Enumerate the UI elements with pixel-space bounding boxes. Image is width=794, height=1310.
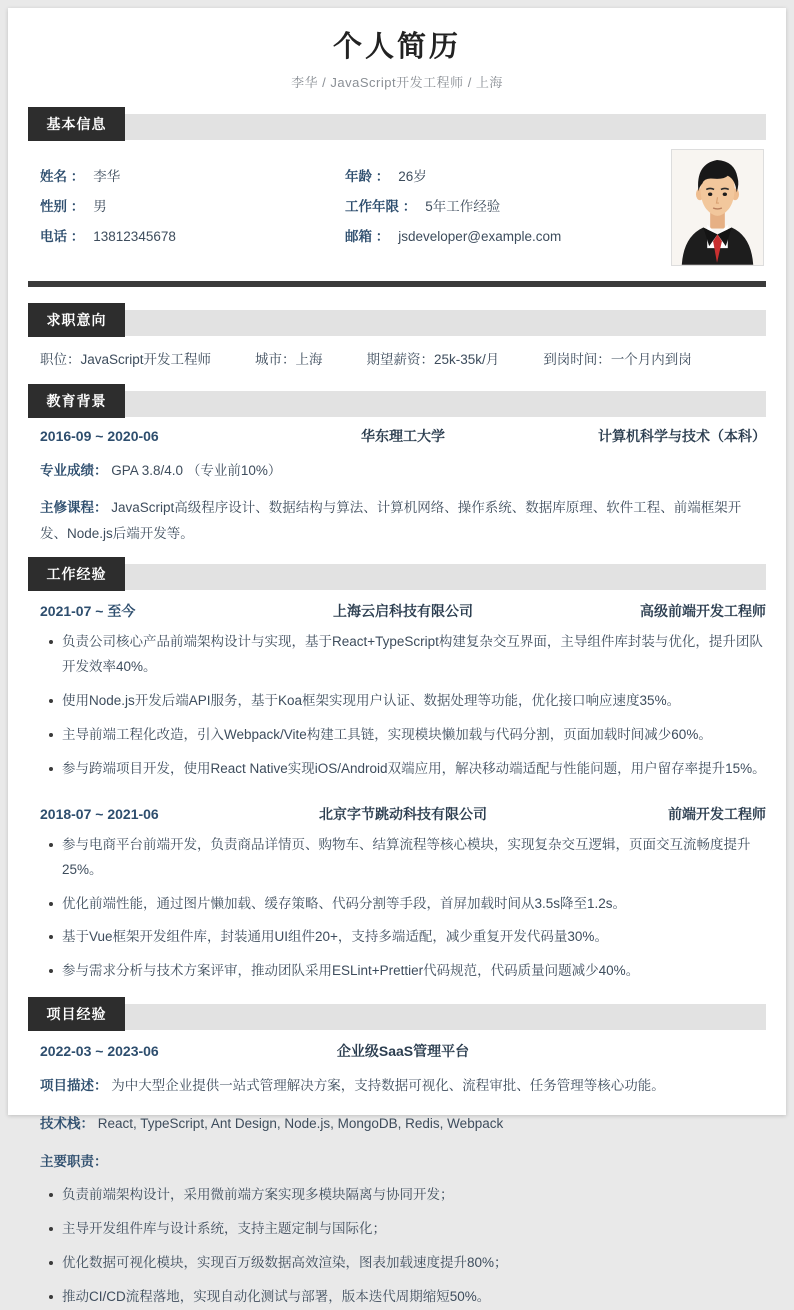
resume-page <box>8 8 786 1305</box>
job-company: 上海云启科技有限公司 <box>333 602 473 619</box>
field-age <box>345 167 675 187</box>
education-courses-label: 主修课程： <box>40 500 108 516</box>
project-duty: 优化数据可视化模块，实现百万级数据高效渲染，图表加载速度提升80%； <box>28 1251 766 1276</box>
project-duty: 推动CI/CD流程落地，实现自动化测试与部署，版本迭代周期缩短50%。 <box>28 1285 766 1310</box>
job-bullet: 参与电商平台前端开发，负责商品详情页、购物车、结算流程等核心模块，实现复杂交互逻辑，页面交互流畅度提升25%。 <box>28 833 766 883</box>
job-bullet: 使用Node.js开发后端API服务，基于Koa框架实现用户认证、数据处理等功能，优化接口响应速度35%。 <box>28 689 766 714</box>
project-duty-list <box>28 1183 766 1310</box>
intent-city-label: 城市： <box>255 351 296 367</box>
section-bar <box>28 1004 766 1030</box>
section-header-job-intent <box>28 303 766 337</box>
project-description-value: 为中大型企业提供一站式管理解决方案，支持数据可视化、流程审批、任务管理等核心功能。 <box>111 1078 665 1094</box>
project-period: 2022-03 ~ 2023-06 <box>40 1043 159 1060</box>
section-title-work: 工作经验 <box>28 557 125 591</box>
project-stack-label: 技术栈： <box>40 1116 94 1132</box>
project-stack-value: React, TypeScript, Ant Design, Node.js, MongoDB, Redis, Webpack <box>97 1116 504 1132</box>
intent-availability-label: 到岗时间： <box>543 351 611 367</box>
education-period: 2016-09 ~ 2020-06 <box>40 427 159 444</box>
job-header-row <box>40 804 766 824</box>
job-bullet: 参与跨端项目开发，使用React Native实现iOS/Android双端应用，解决移动端适配与性能问题，用户留存率提升15%。 <box>28 757 766 782</box>
education-courses <box>40 495 766 546</box>
page-title: 个人简历 <box>332 31 461 63</box>
project-description-label: 项目描述： <box>40 1078 108 1094</box>
job-header-row <box>40 601 766 621</box>
project-name: 企业级SaaS管理平台 <box>336 1043 470 1060</box>
field-phone-value: 13812345678 <box>93 228 176 244</box>
section-title-job-intent: 求职意向 <box>28 303 125 337</box>
education-row <box>40 426 766 446</box>
project-stack <box>40 1111 766 1137</box>
section-title-education: 教育背景 <box>28 384 125 418</box>
section-title-basic-info: 基本信息 <box>28 107 125 141</box>
section-bar <box>28 391 766 417</box>
section-bar <box>28 310 766 336</box>
intent-salary-label: 期望薪资： <box>366 351 435 367</box>
job-entry <box>28 804 766 985</box>
job-bullet-list <box>28 630 766 782</box>
project-duty: 负责前端架构设计，采用微前端方案实现多模块隔离与协同开发； <box>28 1183 766 1208</box>
field-email-label: 邮箱 ： <box>345 228 390 244</box>
basic-info-block <box>28 149 766 267</box>
field-age-value: 26岁 <box>398 168 427 184</box>
field-phone <box>40 227 345 247</box>
intent-position-value: JavaScript开发工程师 <box>80 351 212 367</box>
section-title-project: 项目经验 <box>28 997 125 1031</box>
job-period: 2018-07 ~ 2021-06 <box>40 805 159 822</box>
section-bar <box>28 564 766 590</box>
field-experience-years <box>345 197 675 217</box>
job-bullet: 优化前端性能，通过图片懒加载、缓存策略、代码分割等手段，首屏加载时间从3.5s降至1.2s。 <box>28 892 766 917</box>
field-experience-years-label: 工作年限 ： <box>345 198 417 214</box>
intent-salary-value: 25k-35k/月 <box>434 351 500 367</box>
project-duties-label: 主要职责： <box>40 1153 108 1169</box>
field-name-label: 姓名 ： <box>40 168 85 184</box>
intent-position <box>40 350 211 370</box>
profile-photo <box>671 149 764 266</box>
education-major: 计算机科学与技术（本科） <box>598 427 767 444</box>
project-duty: 主导开发组件库与设计系统，支持主题定制与国际化； <box>28 1217 766 1242</box>
job-bullet: 参与需求分析与技术方案评审，推动团队采用ESLint+Prettier代码规范，代码质量问题减少40%。 <box>28 959 766 984</box>
section-header-project <box>28 997 766 1031</box>
education-courses-value: JavaScript高级程序设计、数据结构与算法、计算机网络、操作系统、数据库原理、软件工程、前端框架开发、Node.js后端开发等。 <box>40 500 742 542</box>
field-gender <box>40 197 345 217</box>
job-role: 高级前端开发工程师 <box>640 602 767 619</box>
project-header-row <box>40 1041 766 1061</box>
field-phone-label: 电话 ： <box>40 228 85 244</box>
section-divider <box>28 281 766 287</box>
job-entry <box>28 601 766 782</box>
field-age-label: 年龄 ： <box>345 168 390 184</box>
field-email-value: jsdeveloper@example.com <box>398 228 562 244</box>
basic-info-fields <box>28 149 766 247</box>
job-bullet-list <box>28 833 766 985</box>
job-period: 2021-07 ~ 至今 <box>40 602 136 619</box>
project-header-spacer <box>550 1041 766 1061</box>
intent-city <box>255 350 323 370</box>
education-gpa-value: GPA 3.8/4.0 （专业前10%） <box>111 462 282 478</box>
education-gpa-label: 专业成绩： <box>40 462 108 478</box>
section-header-basic-info <box>28 107 766 141</box>
field-gender-label: 性别 ： <box>40 198 85 214</box>
resume-header <box>28 30 766 91</box>
section-header-work <box>28 557 766 591</box>
job-bullet: 负责公司核心产品前端架构设计与实现，基于React+TypeScript构建复杂交互界面，主导组件库封装与优化，提升团队开发效率40%。 <box>28 630 766 680</box>
project-description <box>40 1073 766 1099</box>
intent-city-value: 上海 <box>295 351 323 367</box>
education-gpa <box>40 458 766 484</box>
section-bar <box>28 114 766 140</box>
field-email <box>345 227 675 247</box>
intent-availability-value: 一个月内到岗 <box>610 351 692 367</box>
field-name <box>40 167 345 187</box>
job-bullet: 基于Vue框架开发组件库，封装通用UI组件20+，支持多端适配，减少重复开发代码量30%。 <box>28 925 766 950</box>
field-name-value: 李华 <box>93 168 121 184</box>
intent-position-label: 职位： <box>40 351 81 367</box>
field-experience-years-value: 5年工作经验 <box>425 198 501 214</box>
job-intent-row <box>40 350 766 370</box>
education-school: 华东理工大学 <box>361 427 445 444</box>
page-subtitle: 李华 / JavaScript开发工程师 / 上海 <box>291 74 503 90</box>
field-gender-value: 男 <box>93 198 107 214</box>
job-role: 前端开发工程师 <box>668 805 767 822</box>
intent-availability <box>543 350 692 370</box>
intent-salary <box>367 350 500 370</box>
job-company: 北京字节跳动科技有限公司 <box>319 805 487 822</box>
project-duties-heading <box>40 1149 766 1175</box>
section-header-education <box>28 384 766 418</box>
job-bullet: 主导前端工程化改造，引入Webpack/Vite构建工具链，实现模块懒加载与代码分割，页面加载时间减少60%。 <box>28 723 766 748</box>
